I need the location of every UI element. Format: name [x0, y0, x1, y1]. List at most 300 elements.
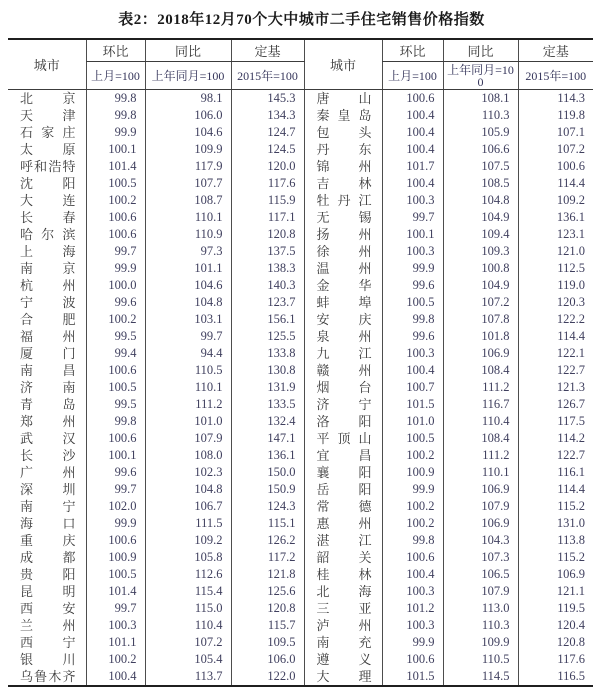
city-cell: 平顶山 — [304, 430, 382, 447]
fixed-base-value-cell: 121.3 — [518, 379, 593, 396]
yoy-value-cell: 106.5 — [443, 566, 518, 583]
table-row — [8, 532, 593, 549]
mom-value-cell: 100.6 — [382, 90, 443, 108]
city-cell: 哈尔滨 — [20, 227, 76, 242]
city-cell: 成都 — [20, 550, 76, 565]
table-row — [8, 141, 593, 158]
fixed-base-value-cell: 126.7 — [518, 396, 593, 413]
yoy-value-cell: 104.8 — [145, 294, 231, 311]
mom-value-cell: 100.4 — [382, 141, 443, 158]
subheader-yoy-base-right: 上年同月=100 — [443, 62, 518, 90]
mom-value-cell: 99.9 — [86, 260, 145, 277]
table-row — [8, 277, 593, 294]
table-row — [8, 260, 593, 277]
city-cell: 南京 — [20, 261, 76, 276]
city-cell: 福州 — [20, 329, 76, 344]
fixed-base-value-cell: 121.8 — [231, 566, 304, 583]
yoy-value-cell: 108.4 — [443, 430, 518, 447]
yoy-value-cell: 108.1 — [443, 90, 518, 108]
fixed-base-value-cell: 131.0 — [518, 515, 593, 532]
table-row — [8, 396, 593, 413]
mom-value-cell: 99.7 — [86, 600, 145, 617]
fixed-base-value-cell: 122.0 — [231, 668, 304, 686]
mom-value-cell: 99.9 — [382, 481, 443, 498]
fixed-base-value-cell: 125.5 — [231, 328, 304, 345]
city-cell: 宜昌 — [304, 447, 382, 464]
yoy-value-cell: 104.3 — [443, 532, 518, 549]
city-cell: 沈阳 — [20, 176, 76, 191]
fixed-base-value-cell: 122.2 — [518, 311, 593, 328]
mom-value-cell: 102.0 — [86, 498, 145, 515]
mom-value-cell: 100.5 — [86, 566, 145, 583]
city-cell: 吉林 — [304, 175, 382, 192]
city-cell: 海口 — [20, 516, 76, 531]
table-row — [8, 158, 593, 175]
mom-value-cell: 101.5 — [382, 396, 443, 413]
city-cell: 常德 — [304, 498, 382, 515]
yoy-value-cell: 107.5 — [443, 158, 518, 175]
city-cell: 西安 — [20, 601, 76, 616]
mom-value-cell: 101.4 — [86, 158, 145, 175]
yoy-value-cell: 103.1 — [145, 311, 231, 328]
yoy-value-cell: 110.1 — [443, 464, 518, 481]
yoy-value-cell: 101.0 — [145, 413, 231, 430]
yoy-value-cell: 104.8 — [145, 481, 231, 498]
fixed-base-value-cell: 106.0 — [231, 651, 304, 668]
mom-value-cell: 99.5 — [86, 328, 145, 345]
page-title: 表2：2018年12月70个大中城市二手住宅销售价格指数 — [118, 12, 485, 28]
city-cell: 银川 — [20, 652, 76, 667]
table-body — [8, 90, 593, 687]
fixed-base-value-cell: 156.1 — [231, 311, 304, 328]
yoy-value-cell: 117.9 — [145, 158, 231, 175]
yoy-value-cell: 105.8 — [145, 549, 231, 566]
city-cell: 呼和浩特 — [20, 159, 76, 174]
fixed-base-value-cell: 133.5 — [231, 396, 304, 413]
city-cell: 郑州 — [20, 414, 76, 429]
mom-value-cell: 100.5 — [86, 379, 145, 396]
price-index-table — [8, 38, 593, 687]
mom-value-cell: 101.5 — [382, 668, 443, 686]
fixed-base-value-cell: 140.3 — [231, 277, 304, 294]
fixed-base-value-cell: 122.7 — [518, 447, 593, 464]
fixed-base-value-cell: 133.8 — [231, 345, 304, 362]
city-cell: 大连 — [20, 193, 76, 208]
table-row — [8, 124, 593, 141]
yoy-value-cell: 104.6 — [145, 124, 231, 141]
fixed-base-value-cell: 150.0 — [231, 464, 304, 481]
fixed-base-value-cell: 134.3 — [231, 107, 304, 124]
fixed-base-value-cell: 114.4 — [518, 175, 593, 192]
city-cell: 天津 — [20, 108, 76, 123]
fixed-base-value-cell: 122.1 — [518, 345, 593, 362]
table-row — [8, 209, 593, 226]
mom-value-cell: 100.6 — [86, 532, 145, 549]
yoy-value-cell: 115.0 — [145, 600, 231, 617]
table-row — [8, 583, 593, 600]
city-cell: 扬州 — [304, 226, 382, 243]
mom-value-cell: 100.6 — [86, 226, 145, 243]
mom-value-cell: 100.4 — [382, 362, 443, 379]
yoy-value-cell: 106.9 — [443, 481, 518, 498]
mom-value-cell: 101.2 — [382, 600, 443, 617]
yoy-value-cell: 111.2 — [145, 396, 231, 413]
yoy-value-cell: 110.3 — [443, 617, 518, 634]
yoy-value-cell: 109.9 — [443, 634, 518, 651]
yoy-value-cell: 113.0 — [443, 600, 518, 617]
mom-value-cell: 100.1 — [86, 141, 145, 158]
mom-value-cell: 100.3 — [382, 192, 443, 209]
fixed-base-value-cell: 109.2 — [518, 192, 593, 209]
yoy-value-cell: 106.6 — [443, 141, 518, 158]
city-cell: 北京 — [20, 91, 76, 106]
mom-value-cell: 99.9 — [86, 515, 145, 532]
fixed-base-value-cell: 125.6 — [231, 583, 304, 600]
subheader-fixed-base-right: 2015年=100 — [518, 62, 593, 90]
mom-value-cell: 99.8 — [86, 107, 145, 124]
fixed-base-value-cell: 113.8 — [518, 532, 593, 549]
mom-value-cell: 100.6 — [86, 209, 145, 226]
mom-value-cell: 99.5 — [86, 396, 145, 413]
table-row — [8, 192, 593, 209]
table-row — [8, 175, 593, 192]
city-cell: 济宁 — [304, 396, 382, 413]
city-cell: 赣州 — [304, 362, 382, 379]
mom-value-cell: 99.4 — [86, 345, 145, 362]
yoy-value-cell: 108.5 — [443, 175, 518, 192]
city-cell: 徐州 — [304, 243, 382, 260]
yoy-value-cell: 109.2 — [145, 532, 231, 549]
fixed-base-value-cell: 107.1 — [518, 124, 593, 141]
fixed-base-value-cell: 120.4 — [518, 617, 593, 634]
fixed-base-value-cell: 123.7 — [231, 294, 304, 311]
fixed-base-value-cell: 107.2 — [518, 141, 593, 158]
yoy-value-cell: 99.7 — [145, 328, 231, 345]
table-row — [8, 447, 593, 464]
fixed-base-value-cell: 138.3 — [231, 260, 304, 277]
fixed-base-value-cell: 147.1 — [231, 430, 304, 447]
mom-value-cell: 100.1 — [382, 226, 443, 243]
yoy-value-cell: 107.2 — [145, 634, 231, 651]
fixed-base-value-cell: 117.2 — [231, 549, 304, 566]
table-row — [8, 651, 593, 668]
city-cell: 韶关 — [304, 549, 382, 566]
yoy-value-cell: 114.5 — [443, 668, 518, 686]
yoy-value-cell: 107.3 — [443, 549, 518, 566]
fixed-base-value-cell: 117.5 — [518, 413, 593, 430]
fixed-base-value-cell: 123.1 — [518, 226, 593, 243]
fixed-base-value-cell: 115.7 — [231, 617, 304, 634]
city-cell: 丹东 — [304, 141, 382, 158]
column-header-yoy-left: 同比 — [145, 39, 231, 62]
mom-value-cell: 99.9 — [382, 634, 443, 651]
city-cell: 遵义 — [304, 651, 382, 668]
mom-value-cell: 100.3 — [86, 617, 145, 634]
city-cell: 秦皇岛 — [304, 107, 382, 124]
yoy-value-cell: 102.3 — [145, 464, 231, 481]
mom-value-cell: 100.4 — [382, 175, 443, 192]
city-cell: 济南 — [20, 380, 76, 395]
yoy-value-cell: 108.7 — [145, 192, 231, 209]
mom-value-cell: 101.4 — [86, 583, 145, 600]
column-header-mom-left: 环比 — [86, 39, 145, 62]
city-cell: 唐山 — [304, 90, 382, 108]
fixed-base-value-cell: 137.5 — [231, 243, 304, 260]
city-cell: 长春 — [20, 210, 76, 225]
table-row — [8, 600, 593, 617]
city-cell: 襄阳 — [304, 464, 382, 481]
city-cell: 石家庄 — [20, 125, 76, 140]
mom-value-cell: 99.9 — [86, 124, 145, 141]
yoy-value-cell: 105.4 — [145, 651, 231, 668]
table-row — [8, 362, 593, 379]
fixed-base-value-cell: 119.0 — [518, 277, 593, 294]
table-row — [8, 379, 593, 396]
table-row — [8, 90, 593, 108]
fixed-base-value-cell: 119.5 — [518, 600, 593, 617]
yoy-value-cell: 111.5 — [145, 515, 231, 532]
city-cell: 烟台 — [304, 379, 382, 396]
yoy-value-cell: 107.7 — [145, 175, 231, 192]
city-cell: 岳阳 — [304, 481, 382, 498]
fixed-base-value-cell: 119.8 — [518, 107, 593, 124]
mom-value-cell: 99.8 — [382, 532, 443, 549]
mom-value-cell: 100.2 — [86, 311, 145, 328]
table-row — [8, 226, 593, 243]
subheader-yoy-base-left: 上年同月=100 — [145, 62, 231, 90]
city-cell: 泉州 — [304, 328, 382, 345]
city-cell: 惠州 — [304, 515, 382, 532]
table-row — [8, 481, 593, 498]
fixed-base-value-cell: 100.6 — [518, 158, 593, 175]
city-cell: 厦门 — [20, 346, 76, 361]
yoy-value-cell: 97.3 — [145, 243, 231, 260]
yoy-value-cell: 115.4 — [145, 583, 231, 600]
yoy-value-cell: 110.9 — [145, 226, 231, 243]
subheader-mom-base-left: 上月=100 — [86, 62, 145, 90]
table-row — [8, 566, 593, 583]
mom-value-cell: 99.8 — [86, 90, 145, 108]
fixed-base-value-cell: 132.4 — [231, 413, 304, 430]
mom-value-cell: 99.7 — [86, 243, 145, 260]
fixed-base-value-cell: 130.8 — [231, 362, 304, 379]
table-row — [8, 430, 593, 447]
city-cell: 大理 — [304, 668, 382, 686]
table-row — [8, 294, 593, 311]
yoy-value-cell: 110.4 — [443, 413, 518, 430]
city-cell: 无锡 — [304, 209, 382, 226]
mom-value-cell: 100.1 — [86, 447, 145, 464]
city-cell: 北海 — [304, 583, 382, 600]
yoy-value-cell: 109.9 — [145, 141, 231, 158]
city-cell: 泸州 — [304, 617, 382, 634]
fixed-base-value-cell: 131.9 — [231, 379, 304, 396]
mom-value-cell: 99.6 — [382, 277, 443, 294]
fixed-base-value-cell: 117.1 — [231, 209, 304, 226]
yoy-value-cell: 104.6 — [145, 277, 231, 294]
fixed-base-value-cell: 115.9 — [231, 192, 304, 209]
city-cell: 南宁 — [20, 499, 76, 514]
city-cell: 西宁 — [20, 635, 76, 650]
city-cell: 蚌埠 — [304, 294, 382, 311]
yoy-value-cell: 111.2 — [443, 447, 518, 464]
yoy-value-cell: 110.1 — [145, 209, 231, 226]
fixed-base-value-cell: 114.4 — [518, 481, 593, 498]
city-cell: 湛江 — [304, 532, 382, 549]
yoy-value-cell: 110.3 — [443, 107, 518, 124]
yoy-value-cell: 107.9 — [443, 498, 518, 515]
yoy-value-cell: 109.3 — [443, 243, 518, 260]
yoy-value-cell: 116.7 — [443, 396, 518, 413]
mom-value-cell: 100.4 — [382, 124, 443, 141]
city-cell: 上海 — [20, 244, 76, 259]
table-row — [8, 328, 593, 345]
mom-value-cell: 100.5 — [382, 294, 443, 311]
mom-value-cell: 99.7 — [382, 209, 443, 226]
fixed-base-value-cell: 122.7 — [518, 362, 593, 379]
table-header — [8, 39, 593, 90]
fixed-base-value-cell: 115.1 — [231, 515, 304, 532]
mom-value-cell: 101.7 — [382, 158, 443, 175]
table-row — [8, 617, 593, 634]
city-cell: 乌鲁木齐 — [20, 669, 76, 684]
fixed-base-value-cell: 120.0 — [231, 158, 304, 175]
mom-value-cell: 100.3 — [382, 243, 443, 260]
mom-value-cell: 99.6 — [86, 464, 145, 481]
mom-value-cell: 100.2 — [382, 498, 443, 515]
fixed-base-value-cell: 120.8 — [231, 600, 304, 617]
yoy-value-cell: 94.4 — [145, 345, 231, 362]
mom-value-cell: 100.0 — [86, 277, 145, 294]
mom-value-cell: 100.2 — [382, 447, 443, 464]
yoy-value-cell: 107.8 — [443, 311, 518, 328]
yoy-value-cell: 101.8 — [443, 328, 518, 345]
table-row — [8, 243, 593, 260]
subheader-mom-base-right: 上月=100 — [382, 62, 443, 90]
city-cell: 广州 — [20, 465, 76, 480]
city-cell: 武汉 — [20, 431, 76, 446]
yoy-value-cell: 108.4 — [443, 362, 518, 379]
fixed-base-value-cell: 106.9 — [518, 566, 593, 583]
mom-value-cell: 100.5 — [86, 175, 145, 192]
mom-value-cell: 100.7 — [382, 379, 443, 396]
yoy-value-cell: 112.6 — [145, 566, 231, 583]
fixed-base-value-cell: 114.3 — [518, 90, 593, 108]
fixed-base-value-cell: 117.6 — [231, 175, 304, 192]
mom-value-cell: 99.6 — [86, 294, 145, 311]
mom-value-cell: 100.2 — [86, 651, 145, 668]
mom-value-cell: 100.6 — [382, 549, 443, 566]
yoy-value-cell: 111.2 — [443, 379, 518, 396]
mom-value-cell: 100.5 — [382, 430, 443, 447]
table-row — [8, 107, 593, 124]
yoy-value-cell: 104.9 — [443, 277, 518, 294]
subheader-fixed-base-left: 2015年=100 — [231, 62, 304, 90]
city-cell: 长沙 — [20, 448, 76, 463]
fixed-base-value-cell: 124.5 — [231, 141, 304, 158]
city-cell: 深圳 — [20, 482, 76, 497]
city-cell: 昆明 — [20, 584, 76, 599]
table-row — [8, 549, 593, 566]
city-cell: 贵阳 — [20, 567, 76, 582]
yoy-value-cell: 106.7 — [145, 498, 231, 515]
city-cell: 锦州 — [304, 158, 382, 175]
mom-value-cell: 99.7 — [86, 481, 145, 498]
mom-value-cell: 100.4 — [86, 668, 145, 686]
mom-value-cell: 101.1 — [86, 634, 145, 651]
mom-value-cell: 101.0 — [382, 413, 443, 430]
fixed-base-value-cell: 136.1 — [231, 447, 304, 464]
table-row — [8, 498, 593, 515]
city-cell: 洛阳 — [304, 413, 382, 430]
city-cell: 兰州 — [20, 618, 76, 633]
yoy-value-cell: 110.4 — [145, 617, 231, 634]
yoy-value-cell: 107.9 — [145, 430, 231, 447]
mom-value-cell: 99.8 — [382, 311, 443, 328]
column-header-city-left: 城市 — [8, 39, 86, 90]
fixed-base-value-cell: 117.6 — [518, 651, 593, 668]
fixed-base-value-cell: 112.5 — [518, 260, 593, 277]
column-header-city-right: 城市 — [304, 39, 382, 90]
yoy-value-cell: 107.9 — [443, 583, 518, 600]
mom-value-cell: 100.4 — [382, 566, 443, 583]
mom-value-cell: 99.8 — [86, 413, 145, 430]
mom-value-cell: 100.4 — [382, 107, 443, 124]
city-cell: 青岛 — [20, 397, 76, 412]
mom-value-cell: 100.2 — [86, 192, 145, 209]
city-cell: 包头 — [304, 124, 382, 141]
fixed-base-value-cell: 116.1 — [518, 464, 593, 481]
table-row — [8, 668, 593, 686]
yoy-value-cell: 98.1 — [145, 90, 231, 108]
city-cell: 太原 — [20, 142, 76, 157]
city-cell: 宁波 — [20, 295, 76, 310]
mom-value-cell: 100.3 — [382, 583, 443, 600]
table-row — [8, 311, 593, 328]
fixed-base-value-cell: 124.3 — [231, 498, 304, 515]
fixed-base-value-cell: 120.3 — [518, 294, 593, 311]
fixed-base-value-cell: 121.1 — [518, 583, 593, 600]
table-row — [8, 515, 593, 532]
mom-value-cell: 99.9 — [382, 260, 443, 277]
fixed-base-value-cell: 115.2 — [518, 549, 593, 566]
table-row — [8, 345, 593, 362]
city-cell: 三亚 — [304, 600, 382, 617]
yoy-value-cell: 104.8 — [443, 192, 518, 209]
city-cell: 桂林 — [304, 566, 382, 583]
mom-value-cell: 99.6 — [382, 328, 443, 345]
yoy-value-cell: 101.1 — [145, 260, 231, 277]
city-cell: 合肥 — [20, 312, 76, 327]
fixed-base-value-cell: 145.3 — [231, 90, 304, 108]
mom-value-cell: 100.3 — [382, 617, 443, 634]
mom-value-cell: 100.9 — [382, 464, 443, 481]
mom-value-cell: 100.9 — [86, 549, 145, 566]
city-cell: 杭州 — [20, 278, 76, 293]
yoy-value-cell: 110.5 — [443, 651, 518, 668]
city-cell: 牡丹江 — [304, 192, 382, 209]
column-header-fixed-left: 定基 — [231, 39, 304, 62]
table-row — [8, 413, 593, 430]
yoy-value-cell: 107.2 — [443, 294, 518, 311]
yoy-value-cell: 110.5 — [145, 362, 231, 379]
yoy-value-cell: 108.0 — [145, 447, 231, 464]
yoy-value-cell: 106.0 — [145, 107, 231, 124]
yoy-value-cell: 105.9 — [443, 124, 518, 141]
city-cell: 温州 — [304, 260, 382, 277]
mom-value-cell: 100.6 — [86, 362, 145, 379]
yoy-value-cell: 106.9 — [443, 515, 518, 532]
